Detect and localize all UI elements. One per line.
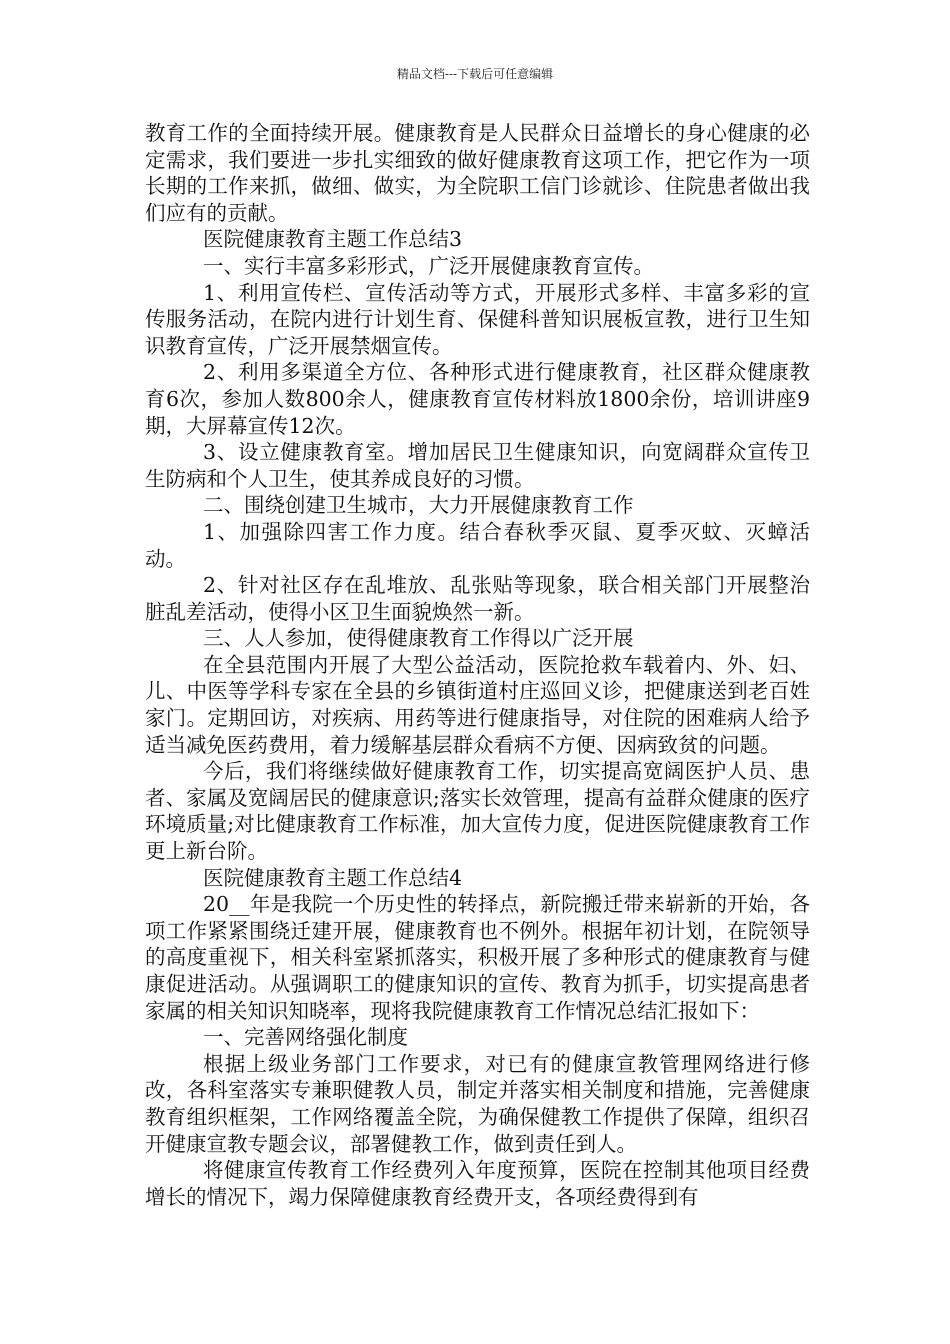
paragraph: 今后，我们将继续做好健康教育工作，切实提高宽阔医护人员、患者、家属及宽阔居民的健康意识;落实长效管理，提高有益群众健康的医疗环境质量;对比健康教育工作标准，加大宣传力度，促进医院健康教育工作更上新台阶。 — [145, 759, 810, 864]
paragraph: 20__年是我院一个历史性的转择点，新院搬迁带来崭新的开始，各项工作紧紧围绕迁建开展，健康教育也不例外。根据年初计划，在院领导的高度重视下，相关科室紧抓落实，积极开展了多种形式的健康教育与健康促进活动。从强调职工的健康知识的宣传、教育为抓手，切实提高患者家属的相关知识知晓率，现将我院健康教育工作情况总结汇报如下： — [145, 892, 810, 1023]
paragraph: 1、加强除四害工作力度。结合春秋季灭鼠、夏季灭蚊、灭蟑活动。 — [145, 519, 810, 571]
section-heading: 医院健康教育主题工作总结3 — [203, 227, 463, 252]
paragraph: 2、利用多渠道全方位、各种形式进行健康教育，社区群众健康教育6次，参加人数800余人，健康教育宣传材料放1800余份，培训讲座9期，大屏幕宣传12次。 — [145, 360, 810, 438]
subsection-heading: 一、完善网络强化制度 — [203, 1025, 408, 1050]
document-body — [145, 120, 810, 1210]
paragraph: 2、针对社区存在乱堆放、乱张贴等现象，联合相关部门开展整治脏乱差活动，使得小区卫生面貌焕然一新。 — [145, 573, 810, 624]
paragraph: 根据上级业务部门工作要求，对已有的健康宣教管理网络进行修改，各科室落实专兼职健教人员，制定并落实相关制度和措施，完善健康教育组织框架，工作网络覆盖全院，为确保健教工作提供了保障，组织召开健康宣教专题会议，部署健教工作，做到责任到人。 — [145, 1051, 810, 1156]
paragraph: 在全县范围内开展了大型公益活动，医院抢救车载着内、外、妇、儿、中医等学科专家在全县的乡镇街道村庄巡回义诊，把健康送到老百姓家门。定期回访，对疾病、用药等进行健康指导，对住院的困难病人给予适当减免医药费用，着力缓解基层群众看病不方便、因病致贫的问题。 — [145, 652, 810, 757]
paragraph: 教育工作的全面持续开展。健康教育是人民群众日益增长的身心健康的必定需求，我们要进一步扎实细致的做好健康教育这项工作，把它作为一项长期的工作来抓，做细、做实，为全院职工信门诊就诊、住院患者做出我们应有的贡献。 — [145, 121, 810, 225]
section-heading: 医院健康教育主题工作总结4 — [203, 865, 463, 890]
page-header: 精品文档---下载后可任意编辑 — [396, 67, 554, 81]
paragraph: 将健康宣传教育工作经费列入年度预算，医院在控制其他项目经费增长的情况下，竭力保障健康教育经费开支，各项经费得到有 — [145, 1158, 810, 1209]
paragraph: 3、设立健康教育室。增加居民卫生健康知识，向宽阔群众宣传卫生防病和个人卫生，使其养成良好的习惯。 — [145, 440, 810, 491]
subsection-heading: 一、实行丰富多彩形式，广泛开展健康教育宣传。 — [203, 253, 654, 278]
subsection-heading: 二、围绕创建卫生城市，大力开展健康教育工作 — [203, 493, 634, 518]
paragraph: 1、利用宣传栏、宣传活动等方式，开展形式多样、丰富多彩的宣传服务活动，在院内进行计划生育、保健科普知识展板宣教，进行卫生知识教育宣传，广泛开展禁烟宣传。 — [145, 280, 810, 358]
subsection-heading: 三、人人参加，使得健康教育工作得以广泛开展 — [203, 626, 634, 651]
